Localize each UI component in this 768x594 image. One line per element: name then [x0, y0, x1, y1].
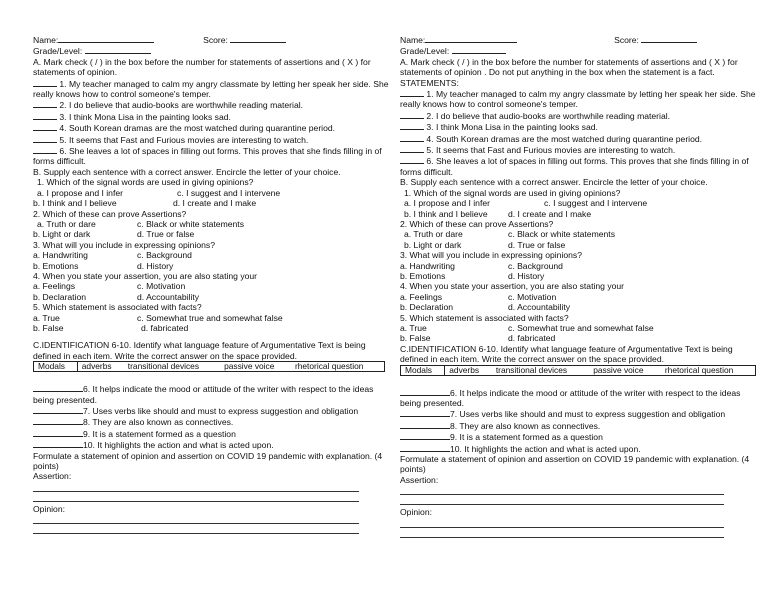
name-label: Name:: [33, 35, 59, 45]
choice-c[interactable]: c. Background: [137, 250, 192, 261]
choice-c[interactable]: c. Black or white statements: [137, 218, 244, 229]
answer-blank[interactable]: [33, 78, 57, 87]
question-3: 3. What will you include in expressing opinions?: [400, 250, 583, 261]
grade-row: [33, 45, 393, 56]
part-c-item: 7. Uses verbs like should and must to express suggestion and obligation: [400, 408, 762, 419]
answer-blank[interactable]: [33, 122, 57, 131]
part-c-item: 6. It helps indicate the mood or attitude of the writer with respect to the ideas being presented.: [400, 387, 741, 408]
answer-blank[interactable]: [33, 383, 83, 392]
part-a-item: 1. My teacher managed to calm my angry classmate by letting her speak her side. She really knows how to control someone's temper.: [400, 89, 756, 110]
choice-c[interactable]: c. I suggest and I intervene: [544, 198, 648, 209]
choice-row: [33, 261, 393, 271]
worksheet-right: [400, 34, 762, 538]
word-bank-item: transitional devices: [124, 362, 220, 372]
part-a-item: 6. She leaves a lot of spaces in filling out forms. This proves that she finds filling in of forms difficult.: [400, 156, 749, 177]
choice-row: [400, 333, 762, 343]
choice-row: [33, 198, 393, 208]
choice-d[interactable]: d. Accountability: [508, 302, 571, 313]
grade-label: Grade/Level:: [400, 46, 450, 57]
score-label: Score:: [203, 35, 228, 45]
part-a-item: 5. It seems that Fast and Furious movies are interesting to watch.: [33, 134, 393, 145]
choice-row: [33, 229, 393, 239]
choice-b[interactable]: b. Light or dark: [33, 229, 91, 240]
word-bank: [33, 361, 385, 372]
opinion-line[interactable]: [400, 528, 724, 538]
part-c-item: 10. It highlights the action and what is acted upon.: [400, 443, 762, 454]
answer-blank[interactable]: [400, 88, 424, 97]
part-a-item: 1. My teacher managed to calm my angry classmate by letting her speak her side. She really knows how to control someone's temper.: [33, 78, 389, 100]
word-bank-item: passive voice: [589, 365, 661, 375]
assertion-label: Assertion:: [400, 474, 439, 485]
choice-d[interactable]: d. History: [137, 260, 174, 271]
grade-row: [400, 45, 762, 56]
part-a-item: 2. I do believe that audio-books are worthwhile reading material.: [33, 99, 393, 110]
part-b-instructions: B. Supply each sentence with a correct answer. Encircle the letter of your choice.: [33, 166, 341, 177]
choice-c[interactable]: c. Black or white statements: [508, 229, 615, 240]
question-4: 4. When you state your assertion, you are also stating your: [400, 281, 625, 292]
answer-blank[interactable]: [400, 121, 424, 130]
assertion-line[interactable]: [400, 495, 724, 505]
choice-row: [400, 271, 762, 281]
grade-blank[interactable]: [85, 45, 151, 54]
choice-c[interactable]: c. Motivation: [508, 291, 557, 302]
choice-row: [33, 219, 393, 229]
choice-row: [400, 261, 762, 271]
choice-a[interactable]: a. I propose and I infer: [37, 187, 123, 198]
answer-blank[interactable]: [33, 416, 83, 425]
part-a-instructions: A. Mark check ( / ) in the box before the number for statements of assertions and ( X ) for statements of opinion . Do not put anything in the box when the statement is a fact. STATEMENTS:: [400, 56, 738, 88]
choice-a[interactable]: a. True: [400, 322, 427, 333]
word-bank: [400, 365, 756, 376]
choice-b[interactable]: b. Declaration: [400, 302, 454, 313]
answer-blank[interactable]: [400, 431, 450, 440]
part-a-item: 2. I do believe that audio-books are worthwhile reading material.: [400, 110, 762, 121]
choice-b[interactable]: b. I think and I believe: [33, 198, 117, 209]
question-3: 3. What will you include in expressing opinions?: [33, 239, 216, 250]
choice-b[interactable]: b. False: [33, 322, 64, 333]
part-a-item: 4. South Korean dramas are the most watched during quarantine period.: [400, 133, 762, 144]
choice-d[interactable]: d. True or false: [137, 229, 195, 240]
choice-row: [33, 188, 393, 198]
part-b-instructions: B. Supply each sentence with a correct answer. Encircle the letter of your choice.: [400, 177, 708, 188]
part-d-instructions: Formulate a statement of opinion and assertion on COVID 19 pandemic with explanation. (4 points): [400, 454, 750, 475]
part-a-item: 6. She leaves a lot of spaces in filling out forms. This proves that she finds filling in of forms difficult.: [33, 146, 382, 167]
answer-blank[interactable]: [33, 439, 83, 448]
word-bank-item: Modals: [34, 362, 78, 372]
part-a-item: 5. It seems that Fast and Furious movies are interesting to watch.: [400, 144, 762, 155]
answer-blank[interactable]: [33, 145, 57, 154]
part-c-item: 8. They are also known as connectives.: [400, 420, 762, 431]
assertion-line[interactable]: [33, 492, 359, 502]
part-c-item: 7. Uses verbs like should and must to express suggestion and obligation: [33, 405, 393, 416]
part-c-item: 9. It is a statement formed as a question: [33, 428, 393, 439]
score-blank[interactable]: [230, 34, 286, 43]
choice-row: [400, 323, 762, 333]
question-5: 5. Which statement is associated with facts?: [400, 312, 569, 323]
question-1: 1. Which of the signal words are used in giving opinions?: [404, 187, 621, 198]
part-a-item: 4. South Korean dramas are the most watched during quarantine period.: [33, 122, 393, 133]
worksheet-left: [33, 34, 393, 534]
part-a-item: 3. I think Mona Lisa in the painting looks sad.: [33, 111, 393, 122]
choice-d[interactable]: d. fabricated: [141, 322, 189, 333]
choice-a[interactable]: a. I propose and I infer: [404, 198, 490, 209]
choice-row: [400, 229, 762, 239]
opinion-line[interactable]: [33, 514, 359, 524]
choice-d[interactable]: d. I create and I make: [173, 198, 257, 209]
choice-d[interactable]: d. I create and I make: [508, 208, 592, 219]
name-blank[interactable]: [425, 34, 517, 43]
name-blank[interactable]: [58, 34, 154, 43]
answer-blank[interactable]: [33, 111, 57, 120]
choice-c[interactable]: c. Somewhat true and somewhat false: [508, 322, 654, 333]
answer-blank[interactable]: [400, 387, 450, 396]
choice-row: [33, 313, 393, 323]
choice-a[interactable]: a. Truth or dare: [404, 229, 463, 240]
choice-row: [33, 292, 393, 302]
answer-blank[interactable]: [400, 144, 424, 153]
part-c-item: 6. It helps indicate the mood or attitude of the writer with respect to the ideas being presented.: [33, 384, 374, 405]
choice-row: [33, 323, 393, 333]
choice-a[interactable]: a. Handwriting: [400, 260, 455, 271]
part-c-item: 8. They are also known as connectives.: [33, 416, 393, 427]
question-1: 1. Which of the signal words are used in giving opinions?: [37, 177, 254, 188]
choice-d[interactable]: d. Accountability: [137, 291, 200, 302]
choice-row: [400, 240, 762, 250]
word-bank-item: adverbs: [77, 362, 124, 372]
name-label: Name:: [400, 35, 426, 45]
header-row: [33, 34, 393, 45]
choice-a[interactable]: a. Feelings: [400, 291, 443, 302]
choice-c[interactable]: c. Somewhat true and somewhat false: [137, 312, 283, 323]
choice-a[interactable]: a. Truth or dare: [37, 218, 96, 229]
choice-d[interactable]: d. History: [508, 270, 545, 281]
choice-b[interactable]: b. Emotions: [33, 260, 79, 271]
choice-a[interactable]: a. Handwriting: [33, 250, 88, 261]
choice-row: [400, 292, 762, 302]
score-label: Score:: [614, 35, 639, 45]
opinion-line[interactable]: [33, 524, 359, 534]
word-bank-item: adverbs: [445, 365, 492, 375]
question-2: 2. Which of these can prove Assertions?: [400, 218, 554, 229]
grade-label: Grade/Level:: [33, 46, 83, 57]
part-c-instructions: C.IDENTIFICATION 6-10. Identify what language feature of Argumentative Text is being defined in each item. Write the correct answer on the space provided.: [33, 340, 366, 361]
word-bank-item: transitional devices: [492, 365, 589, 375]
part-a-instructions: A. Mark check ( / ) in the box before the number for statements of assertions and ( X ) for statements of opinion.: [33, 56, 371, 78]
answer-blank[interactable]: [400, 110, 424, 119]
choice-b[interactable]: b. Emotions: [400, 270, 446, 281]
choice-b[interactable]: b. Light or dark: [404, 239, 462, 250]
opinion-label: Opinion:: [33, 503, 66, 514]
choice-d[interactable]: d. True or false: [508, 239, 566, 250]
part-c-instructions: C.IDENTIFICATION 6-10. Identify what language feature of Argumentative Text is being defined in each item. Write the correct answer on the space provided.: [400, 343, 733, 365]
opinion-line[interactable]: [400, 518, 724, 528]
choice-row: [33, 250, 393, 260]
answer-blank[interactable]: [400, 133, 424, 142]
assertion-line[interactable]: [400, 485, 724, 495]
answer-blank[interactable]: [400, 420, 450, 429]
word-bank-item: passive voice: [220, 362, 291, 372]
opinion-label: Opinion:: [400, 507, 433, 518]
choice-row: [400, 209, 762, 219]
choice-row: [33, 281, 393, 291]
part-a-item: 3. I think Mona Lisa in the painting looks sad.: [400, 121, 762, 132]
score-blank[interactable]: [641, 34, 697, 43]
choice-row: [400, 302, 762, 312]
choice-c[interactable]: c. Motivation: [137, 281, 186, 292]
question-4: 4. When you state your assertion, you are also stating your: [33, 270, 258, 281]
word-bank-item: Modals: [401, 365, 445, 375]
answer-blank[interactable]: [33, 99, 57, 108]
part-c-item: 10. It highlights the action and what is acted upon.: [33, 439, 393, 450]
choice-d[interactable]: d. fabricated: [508, 333, 556, 344]
choice-a[interactable]: a. Feelings: [33, 281, 76, 292]
assertion-line[interactable]: [33, 482, 359, 492]
part-c-item: 9. It is a statement formed as a question: [400, 431, 762, 442]
grade-blank[interactable]: [452, 45, 506, 54]
part-d-instructions: Formulate a statement of opinion and assertion on COVID 19 pandemic with explanation. (4 points): [33, 450, 383, 472]
choice-b[interactable]: b. False: [400, 333, 431, 344]
answer-blank[interactable]: [400, 155, 424, 164]
choice-c[interactable]: c. Background: [508, 260, 563, 271]
choice-row: [400, 198, 762, 208]
header-row: [400, 34, 762, 45]
answer-blank[interactable]: [33, 428, 83, 437]
answer-blank[interactable]: [33, 134, 57, 143]
question-5: 5. Which statement is associated with facts?: [33, 302, 202, 313]
answer-blank[interactable]: [400, 408, 450, 417]
word-bank-item: rhetorical question: [291, 362, 385, 372]
choice-a[interactable]: a. True: [33, 312, 60, 323]
answer-blank[interactable]: [400, 443, 450, 452]
choice-b[interactable]: b. I think and I believe: [404, 208, 488, 219]
assertion-label: Assertion:: [33, 471, 72, 482]
choice-c[interactable]: c. I suggest and I intervene: [177, 187, 281, 198]
word-bank-item: rhetorical question: [661, 365, 756, 375]
choice-b[interactable]: b. Declaration: [33, 291, 87, 302]
answer-blank[interactable]: [33, 405, 83, 414]
question-2: 2. Which of these can prove Assertions?: [33, 208, 187, 219]
